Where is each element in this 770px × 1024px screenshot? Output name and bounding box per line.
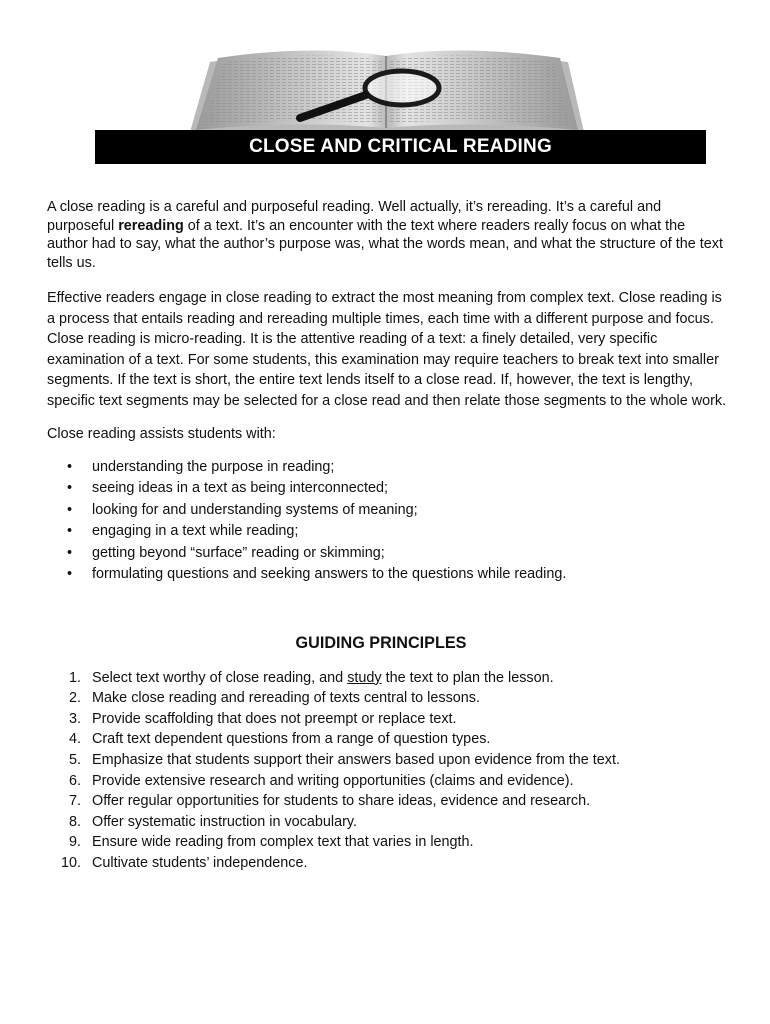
list-item — [47, 688, 727, 709]
list-item — [47, 457, 727, 479]
principles-list — [47, 668, 727, 874]
bullet-icon: • — [67, 480, 73, 497]
list-item — [47, 729, 727, 750]
list-item-text: Offer regular opportunities for students to share ideas, evidence and research. — [92, 793, 591, 810]
header-image — [0, 0, 770, 170]
intro-text-start: A close reading is a careful and purposeful reading. Well actually, it’s rereading. It’s a careful and purposeful — [47, 199, 662, 234]
list-item — [47, 668, 727, 689]
list-item-text: engaging in a text while reading; — [92, 523, 299, 540]
list-item — [47, 543, 727, 565]
list-item-text: Ensure wide reading from complex text that varies in length. — [92, 834, 474, 851]
list-item — [47, 812, 727, 833]
intro-bold-word: rereading — [118, 217, 184, 234]
list-item-text: Provide extensive research and writing opportunities (claims and evidence). — [92, 772, 574, 789]
document-body — [47, 198, 727, 874]
list-item — [47, 500, 727, 522]
effective-readers-paragraph: Effective readers engage in close reading to extract the most meaning from complex text. Close reading is a process that entails reading and rereading multiple times, each time with a different purpose and focus. Close reading is micro-reading. It is the attentive reading of a text: a finely detailed, very specific examination of a text. For some students, this examination may require teachers to break text into smaller segments. If the text is short, the entire text lends itself to a close read. If, however, the text is lengthy, specific text segments may be selected for a close read and then relate those segments to the whole work. — [47, 290, 727, 409]
list-item — [47, 521, 727, 543]
list-item-text: Select text worthy of close reading, and — [92, 669, 348, 686]
list-item — [47, 791, 727, 812]
item-number: 1. — [68, 669, 81, 686]
bullet-icon: • — [67, 458, 73, 475]
list-item — [47, 750, 727, 771]
title-banner — [95, 130, 706, 164]
intro-text-end: of a text. It’s an encounter with the text where readers really focus on what the author had to say, what the author’s purpose was, what the words mean, and what the structure of the text tells us. — [47, 217, 723, 271]
list-item-text: the text to plan the lesson. — [381, 669, 554, 686]
item-number: 4. — [68, 731, 81, 748]
list-item-text: Craft text dependent questions from a range of question types. — [92, 731, 491, 748]
bullet-icon: • — [67, 523, 73, 540]
list-item-text: Offer systematic instruction in vocabulary. — [92, 813, 357, 830]
item-number: 9. — [68, 834, 81, 851]
list-item-text: Provide scaffolding that does not preempt or replace text. — [92, 710, 457, 727]
list-item-text: Emphasize that students support their answers based upon evidence from the text. — [92, 751, 620, 768]
list-item — [47, 853, 727, 874]
item-number: 3. — [68, 710, 81, 727]
list-item-text: formulating questions and seeking answers to the questions while reading. — [92, 566, 567, 583]
list-item — [47, 709, 727, 730]
bullet-icon: • — [67, 566, 73, 583]
assists-list — [47, 457, 727, 586]
bullet-icon: • — [67, 501, 73, 518]
item-number: 2. — [68, 690, 81, 707]
item-number: 7. — [68, 793, 81, 810]
list-item — [47, 564, 727, 586]
section-heading: GUIDING PRINCIPLES — [295, 633, 467, 652]
list-item-text: Make close reading and rereading of texts central to lessons. — [92, 690, 480, 707]
list-item-text: understanding the purpose in reading; — [92, 458, 335, 475]
item-number: 6. — [68, 772, 81, 789]
item-number: 5. — [68, 751, 81, 768]
list-item-text: seeing ideas in a text as being interconnected; — [92, 480, 389, 497]
list-item-text: looking for and understanding systems of meaning; — [92, 501, 418, 518]
list-item — [47, 478, 727, 500]
intro-paragraph — [47, 198, 727, 272]
list-item-text: getting beyond “surface” reading or skimming; — [92, 544, 385, 561]
underlined-word: study — [347, 669, 382, 686]
bullet-icon: • — [67, 544, 73, 561]
list-item — [47, 832, 727, 853]
item-number: 8. — [68, 813, 81, 830]
list-item-text: Cultivate students’ independence. — [92, 854, 308, 871]
item-number: 10. — [60, 854, 81, 871]
page-title: CLOSE AND CRITICAL READING — [249, 136, 552, 157]
assists-intro: Close reading assists students with: — [47, 425, 276, 442]
list-item — [47, 771, 727, 792]
